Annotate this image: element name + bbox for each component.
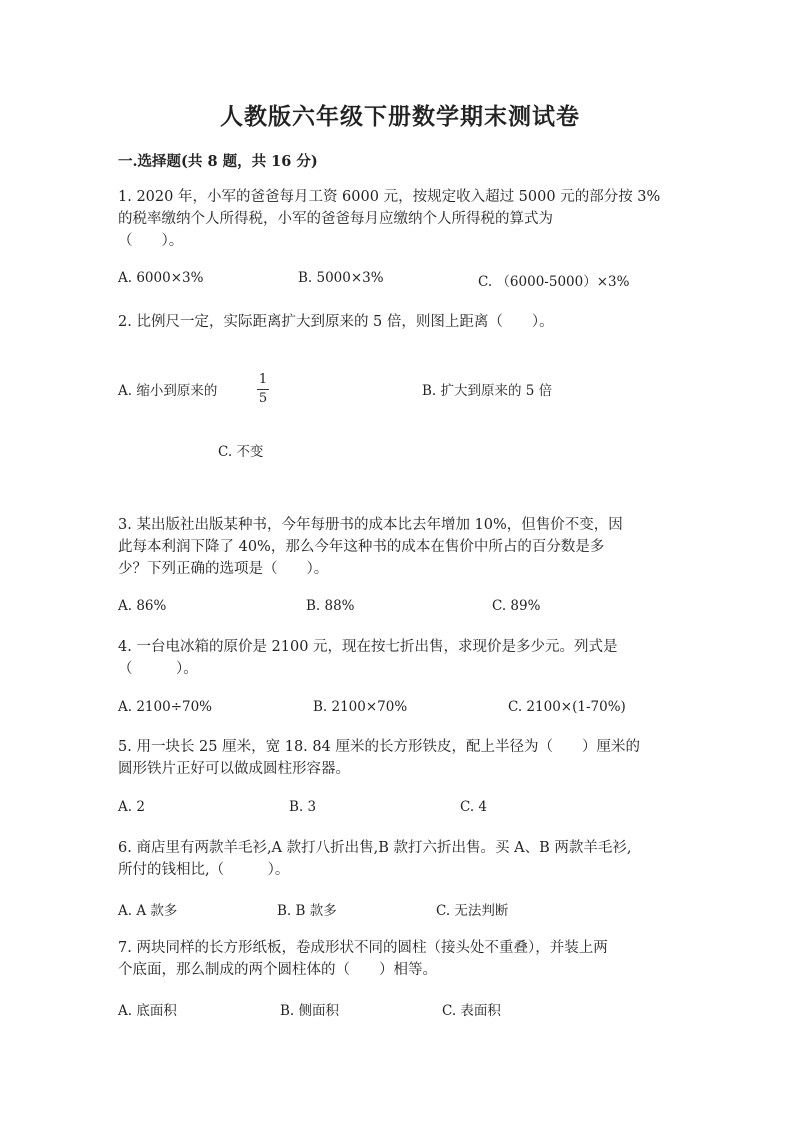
question-line: 5. 用一块长 25 厘米，宽 18. 84 厘米的长方形铁皮，配上半径为（ ）厘米的 [118,739,640,755]
fraction-denominator: 5 [258,391,268,406]
fraction-bar [257,389,269,390]
q5-option-b: B. 3 [289,799,317,815]
question-line: 4. 一台电冰箱的原价是 2100 元，现在按七折出售，求现价是多少元。列式是 [118,639,618,655]
question-2 [118,311,688,333]
q5-option-a: A. 2 [118,799,145,815]
q3-option-b: B. 88% [306,598,355,614]
q4-option-b: B. 2100×70% [313,699,408,715]
q1-option-c: C. （6000-5000）×3% [478,274,630,290]
question-line: 所付的钱相比,（ ）。 [118,862,290,878]
q7-option-a: A. 底面积 [118,1003,177,1019]
q6-option-b: B. B 款多 [277,903,337,919]
fraction-numerator: 1 [258,372,268,387]
q6-option-a: A. A 款多 [118,903,178,919]
q1-option-a: A. 6000×3% [118,270,204,286]
question-line: 3. 某出版社出版某种书，今年每册书的成本比去年增加 10%，但售价不变，因 [118,517,623,533]
q2-option-a: A. 缩小到原来的 [118,383,218,399]
question-6 [118,837,688,881]
q6-option-c: C. 无法判断 [436,903,509,919]
question-line: 此每本利润下降了 40%，那么今年这种书的成本在售价中所占的百分数是多 [118,539,605,555]
question-4 [118,636,688,680]
q3-option-c: C. 89% [492,598,541,614]
q3-option-a: A. 86% [118,598,167,614]
q4-option-a: A. 2100÷70% [118,699,213,715]
question-line: 6. 商店里有两款羊毛衫,A 款打八折出售,B 款打六折出售。买 A、B 两款羊毛衫, [118,840,632,856]
question-line: （ ）。 [118,233,184,249]
question-line: 7. 两块同样的长方形纸板，卷成形状不同的圆柱（接头处不重叠），并装上两 [118,940,608,956]
question-line: 个底面，那么制成的两个圆柱体的（ ）相等。 [118,962,437,978]
question-line: （ ）。 [118,661,198,677]
q2-option-b: B. 扩大到原来的 5 倍 [422,383,553,399]
question-line: 少？下列正确的选项是（ ）。 [118,561,329,577]
question-line: 圆形铁片正好可以做成圆柱形容器。 [118,761,350,777]
fraction-one-fifth [255,372,271,407]
q2-option-c: C. 不变 [218,444,264,460]
section-heading: 一.选择题(共 8 题，共 16 分) [118,153,318,170]
q7-option-b: B. 侧面积 [280,1003,340,1019]
question-1 [118,186,688,252]
question-line: 2. 比例尺一定，实际距离扩大到原来的 5 倍，则图上距离（ ）。 [118,314,554,330]
q7-option-c: C. 表面积 [442,1003,501,1019]
q4-option-c: C. 2100×(1-70%) [508,699,626,715]
question-3 [118,514,688,580]
question-5 [118,736,688,780]
q1-option-b: B. 5000×3% [298,270,384,286]
q5-option-c: C. 4 [460,799,488,815]
page-title: 人教版六年级下册数学期末测试卷 [220,103,580,130]
question-7 [118,937,688,981]
question-line: 1. 2020 年，小军的爸爸每月工资 6000 元，按规定收入超过 5000 元的部分按 3% [118,189,661,205]
question-line: 的税率缴纳个人所得税，小军的爸爸每月应缴纳个人所得税的算式为 [118,211,553,227]
